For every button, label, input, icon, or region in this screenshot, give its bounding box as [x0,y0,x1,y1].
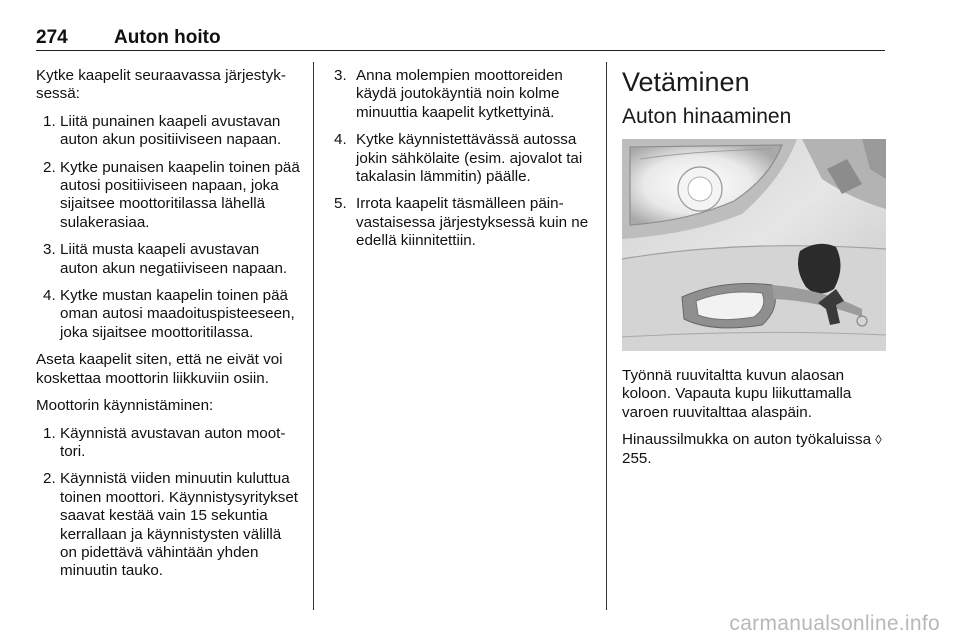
column-divider-2 [606,62,607,610]
subsection-heading: Auton hinaaminen [622,105,792,128]
column-2 [334,67,596,260]
list-item: 5. Irrota kaapelit täsmälleen päinvastaisessa järjestyksessä kuin ne edellä kiinnitettiin. [334,195,589,250]
list-item: 2. Käynnistä viiden minuutin kuluttua toinen moottori. Käynnistysyritykset saavat kestää vain 15 sekuntia kerrallaan ja käynnistysten välillä on pidettävä vähintään yhden minuutin tauko. [43,470,299,580]
instruction-paragraph: Työnnä ruuvitaltta kuvun alaosan koloon. Vapauta kupu liikuttamalla varoen ruuvitalttaa alaspäin. [622,367,852,421]
section-heading: Vetäminen [622,67,750,97]
continue-steps-list [334,67,596,251]
towing-eye-paragraph: Hinaussilmukka on auton työkaluissa ◊ 255. [622,431,882,467]
intro-text: Kytke kaapelit seuraavassa järjestyksessä: [36,67,286,103]
cable-note: Aseta kaapelit siten, että ne eivät voi koskettaa moottorin liikkuviin osiin. [36,351,283,387]
list-item: 2. Kytke punaisen kaapelin toinen pää autosi positiiviseen napaan, joka sijaitsee moottoritilassa lähellä sulakerasiaa. [43,158,300,231]
list-item: 1. Liitä punainen kaapeli avustavan auton akun positiiviseen napaan. [43,112,282,149]
towing-eye-cover-illustration [622,139,886,351]
page-number: 274 [36,27,68,48]
watermark: carmanualsonline.info [729,612,940,635]
column-3 [622,67,886,477]
start-steps-list [36,425,300,581]
list-item: 3. Anna molempien moottoreiden käydä joutokäyntiä noin kolme minuuttia kaapelit kytkettyinä. [334,67,563,121]
column-divider-1 [313,62,314,610]
start-label: Moottorin käynnistäminen: [36,397,214,415]
page-header [36,27,885,51]
chapter-title: Auton hoito [114,27,221,48]
column-1 [36,67,300,590]
list-item: 4. Kytke mustan kaapelin toinen pää oman autosi maadoituspisteeseen, joka sijaitsee moottoritilassa. [43,287,295,341]
arrow-ref-icon: ◊ [875,432,882,448]
page-reference[interactable]: 255. [622,449,652,467]
connect-steps-list [36,113,300,342]
list-item: 1. Käynnistä avustavan auton moottori. [43,424,286,460]
list-item: 3. Liitä musta kaapeli avustavan auton akun negatiiviseen napaan. [43,241,288,277]
list-item: 4. Kytke käynnistettävässä autossa jokin sähkölaite (esim. ajovalot tai takalasin lämmitin) päälle. [334,131,583,186]
